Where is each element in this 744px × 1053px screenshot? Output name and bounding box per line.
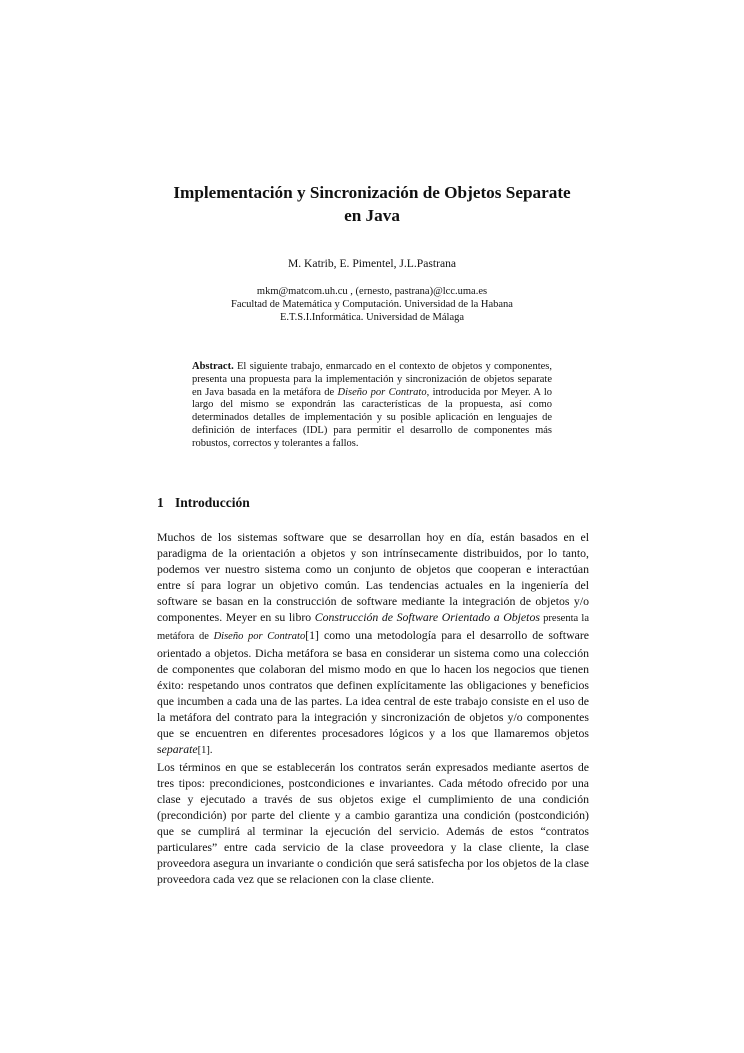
section-title: Introducción: [175, 495, 250, 510]
paragraph-1-text-e: [1] como una metodología para el desarrollo de software orientado a objetos. Dicha metáfora se basa en considerar un sistema como una colección de componentes que colaboran del mismo modo en que lo hacen los negocios que tienen éxito: respetando unos contratos que definen explícitamente las obligaciones y beneficios que incumben a cada una de las partes. La idea central de este trabajo consiste en el uso de la metáfora del contrato para la integración y sincronización de objetos y/o componentes que se encuentren en diferentes procesadores lógicos y a los que llamaremos objetos s: [157, 628, 589, 756]
author-emails: mkm@matcom.uh.cu , (ernesto, pastrana)@lcc.uma.es: [256, 286, 488, 297]
abstract-text-2: , introducida por Meyer. A lo largo del mismo se expondrán las características de la propuesta, así como determinados detalles de implementación y su posible aplicación en lenguajes de definición de interfaces (IDL) para permitir el desarrollo de componentes más robustos, correctos y tolerantes a fallos.: [192, 386, 552, 449]
affiliation-line-1: Facultad de Matemática y Computación. Universidad de la Habana: [231, 299, 513, 311]
separate-term: eparate: [161, 742, 198, 756]
abstract-label: Abstract.: [192, 361, 234, 372]
affiliation-block: [100, 285, 644, 325]
paragraph-1-text-c: presenta la metáfora de: [157, 613, 589, 642]
design-by-contract-term: Diseño por Contrato: [213, 631, 306, 642]
affiliation-line-2: E.T.S.I.Informática. Universidad de Málaga: [279, 312, 465, 324]
paragraph-2: Los términos en que se establecerán los contratos serán expresados mediante asertos de tres tipos: precondiciones, postcondiciones e invariantes. Cada método ofrecido por una clase y ejecutado a través de sus objetos exige el cumplimiento de una condición (precondición) por parte del cliente y a cambio garantiza una condición (postcondición) que se cumplirá al terminar la ejecución del servicio. Además de estos “contratos particulares” entre cada servicio de la clase proveedora y la clase cliente, la clase proveedora asegura un invariante o condición que será satisfecha por los objetos de la clase proveedora cada vez que se relacionen con la clase cliente.: [157, 760, 589, 886]
paragraph-1: [157, 529, 589, 759]
citation-ref: [1].: [197, 745, 213, 756]
abstract-text-1: El siguiente trabajo, enmarcado en el contexto de objetos y componentes, presenta una propuesta para la implementación y sincronización de objetos separate en Java basada en la metáfora de: [192, 361, 552, 398]
title-line-2: en Java: [344, 206, 400, 225]
book-title: Construcción de Software Orientado a Objetos: [314, 610, 540, 624]
abstract-italic-term: Diseño por Contrato: [337, 386, 427, 398]
body-text: [157, 529, 589, 887]
paragraph-1-text-a: Muchos de los sistemas software que se desarrollan hoy en día, están basados en el paradigma de la orientación a objetos y son intrínsecamente distribuidos, por lo tanto, podemos ver nuestro sistema como un conjunto de objetos que cooperan e interactúan entre sí para lograr un objetivo común. Las tendencias actuales en la ingeniería del software se basan en la construcción de software mediante la integración de objetos y/o componentes. Meyer en su libro: [157, 530, 589, 624]
section-number: 1: [157, 495, 164, 510]
section-heading: [157, 495, 250, 511]
abstract: [192, 361, 552, 451]
paper-title: [100, 181, 644, 227]
title-line-1: Implementación y Sincronización de Objetos Separate: [173, 183, 571, 202]
author-list: M. Katrib, E. Pimentel, J.L.Pastrana: [287, 257, 457, 270]
